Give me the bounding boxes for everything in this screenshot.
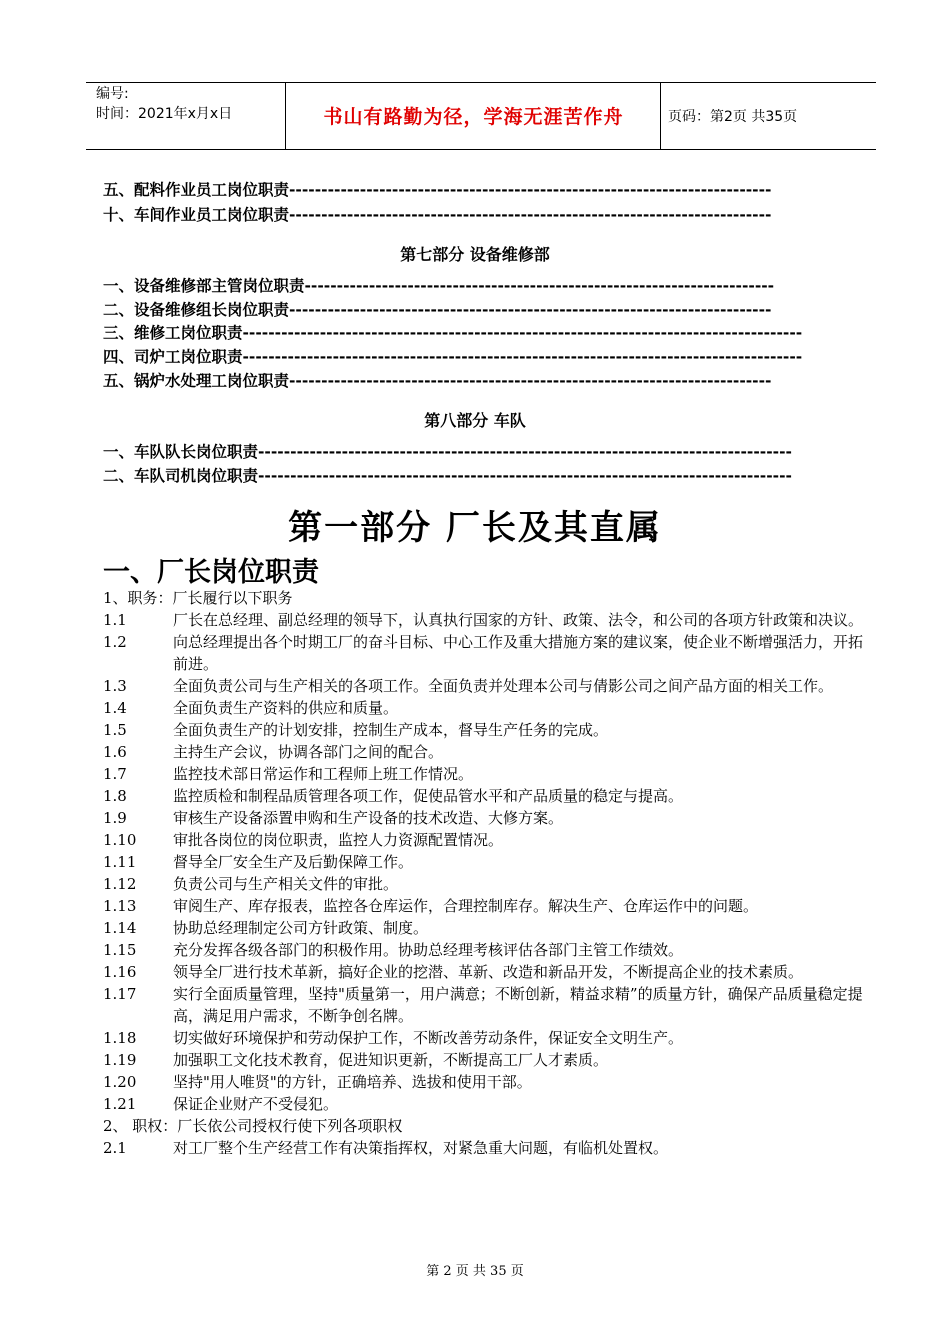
item-text: 负责公司与生产相关文件的审批。 bbox=[173, 875, 399, 893]
header-bottom-rule bbox=[86, 149, 876, 150]
section-title: 一、厂长岗位职责 bbox=[103, 557, 319, 588]
item-number: 1.11 bbox=[103, 853, 137, 871]
list-item bbox=[103, 1093, 863, 1115]
item-text: 审阅生产、库存报表，监控各仓库运作，合理控制库存。解决生产、仓库运作中的问题。 bbox=[173, 897, 759, 915]
item-text: 实行全面质量管理，坚持"质量第一，用户满意；不断创新，精益求精”的质量方针，确保产品质量稳定提高，满足用户需求，不断争创名牌。 bbox=[173, 985, 863, 1025]
list-item bbox=[103, 873, 863, 895]
list-item bbox=[103, 1027, 863, 1049]
document-body bbox=[103, 587, 863, 1159]
page-footer: 第 2 页 共 35 页 bbox=[426, 1264, 524, 1279]
item-text: 全面负责生产资料的供应和质量。 bbox=[173, 699, 399, 717]
item-number: 1.7 bbox=[103, 765, 127, 783]
toc-item: 二、车队司机岗位职责----------------------------------------------------------------------------------- bbox=[103, 467, 792, 485]
item-text: 审批各岗位的岗位职责，监控人力资源配置情况。 bbox=[173, 831, 504, 849]
item-number: 1.8 bbox=[103, 787, 127, 805]
header-motto: 书山有路勤为径，学海无涯苦作舟 bbox=[323, 106, 624, 128]
duties-list bbox=[103, 609, 863, 1115]
header-top-rule bbox=[86, 82, 876, 83]
item-text: 坚持"用人唯贤"的方针，正确培养、选拔和使用干部。 bbox=[173, 1073, 532, 1091]
item-text: 切实做好环境保护和劳动保护工作，不断改善劳动条件，保证安全文明生产。 bbox=[173, 1029, 684, 1047]
toc-item: 三、维修工岗位职责--------------------------------------------------------------------------------------- bbox=[103, 324, 803, 342]
item-number: 1.1 bbox=[103, 611, 127, 629]
item-text: 向总经理提出各个时期工厂的奋斗目标、中心工作及重大措施方案的建议案，使企业不断增强活力，开拓前进。 bbox=[173, 633, 864, 673]
toc-item: 一、设备维修部主管岗位职责------------------------------------------------------------------------- bbox=[103, 277, 775, 295]
toc-item: 五、锅炉水处理工岗位职责--------------------------------------------------------------------------- bbox=[103, 372, 772, 390]
item-text: 保证企业财产不受侵犯。 bbox=[173, 1095, 339, 1113]
header-number: 编号: bbox=[96, 86, 129, 102]
item-text: 审核生产设备添置申购和生产设备的技术改造、大修方案。 bbox=[173, 809, 564, 827]
item-text: 加强职工文化技术教育，促进知识更新，不断提高工厂人才素质。 bbox=[173, 1051, 609, 1069]
item-text: 充分发挥各级各部门的积极作用。协助总经理考核评估各部门主管工作绩效。 bbox=[173, 941, 684, 959]
list-item bbox=[103, 1137, 863, 1159]
list-item bbox=[103, 807, 863, 829]
item-text: 全面负责生产的计划安排，控制生产成本，督导生产任务的完成。 bbox=[173, 721, 609, 739]
item-number: 2.1 bbox=[103, 1139, 127, 1157]
list-item bbox=[103, 961, 863, 983]
item-text: 监控技术部日常运作和工程师上班工作情况。 bbox=[173, 765, 474, 783]
item-number: 1.21 bbox=[103, 1095, 137, 1113]
item-number: 1.17 bbox=[103, 985, 137, 1003]
item-number: 1.2 bbox=[103, 633, 127, 651]
item-text: 全面负责公司与生产相关的各项工作。全面负责并处理本公司与倩影公司之间产品方面的相关工作。 bbox=[173, 677, 834, 695]
item-number: 1.20 bbox=[103, 1073, 137, 1091]
item-number: 1.4 bbox=[103, 699, 127, 717]
item-text: 领导全厂进行技术革新，搞好企业的挖潜、革新、改造和新品开发，不断提高企业的技术素质。 bbox=[173, 963, 804, 981]
list-item bbox=[103, 719, 863, 741]
header-page-info: 页码：第2页 共35页 bbox=[668, 109, 798, 125]
list-item bbox=[103, 763, 863, 785]
item-number: 1.13 bbox=[103, 897, 137, 915]
toc-item: 四、司炉工岗位职责--------------------------------------------------------------------------------------- bbox=[103, 348, 803, 366]
toc-part-title: 第八部分 车队 bbox=[424, 411, 526, 430]
duties-heading: 1、职务：厂长履行以下职务 bbox=[103, 589, 293, 607]
toc-item: 五、配料作业员工岗位职责--------------------------------------------------------------------------- bbox=[103, 181, 772, 199]
list-item bbox=[103, 697, 863, 719]
header-divider bbox=[285, 82, 286, 149]
item-text: 督导全厂安全生产及后勤保障工作。 bbox=[173, 853, 414, 871]
list-item bbox=[103, 785, 863, 807]
list-item bbox=[103, 917, 863, 939]
rights-heading: 2、 职权：厂长依公司授权行使下列各项职权 bbox=[103, 1117, 403, 1135]
item-text: 协助总经理制定公司方针政策、制度。 bbox=[173, 919, 429, 937]
item-number: 1.19 bbox=[103, 1051, 137, 1069]
header-time: 时间：2021年x月x日 bbox=[96, 106, 233, 122]
item-number: 1.15 bbox=[103, 941, 137, 959]
part-title: 第一部分 厂长及其直属 bbox=[288, 508, 662, 548]
item-text: 监控质检和制程品质管理各项工作，促使品管水平和产品质量的稳定与提高。 bbox=[173, 787, 684, 805]
list-item bbox=[103, 675, 863, 697]
item-number: 1.10 bbox=[103, 831, 137, 849]
rights-list bbox=[103, 1137, 863, 1159]
list-item bbox=[103, 851, 863, 873]
toc-item: 十、车间作业员工岗位职责--------------------------------------------------------------------------- bbox=[103, 206, 772, 224]
toc-item: 二、设备维修组长岗位职责--------------------------------------------------------------------------- bbox=[103, 301, 772, 319]
item-number: 1.9 bbox=[103, 809, 127, 827]
item-number: 1.16 bbox=[103, 963, 137, 981]
list-item bbox=[103, 983, 863, 1027]
list-item bbox=[103, 1049, 863, 1071]
header-divider bbox=[660, 82, 661, 149]
list-item bbox=[103, 609, 863, 631]
item-number: 1.14 bbox=[103, 919, 137, 937]
list-item bbox=[103, 939, 863, 961]
list-item bbox=[103, 1071, 863, 1093]
list-item bbox=[103, 741, 863, 763]
toc-part-title: 第七部分 设备维修部 bbox=[400, 245, 550, 264]
item-number: 1.3 bbox=[103, 677, 127, 695]
list-item bbox=[103, 829, 863, 851]
item-number: 1.5 bbox=[103, 721, 127, 739]
list-item bbox=[103, 631, 863, 675]
item-text: 对工厂整个生产经营工作有决策指挥权，对紧急重大问题，有临机处置权。 bbox=[173, 1139, 669, 1157]
item-number: 1.6 bbox=[103, 743, 127, 761]
item-text: 主持生产会议，协调各部门之间的配合。 bbox=[173, 743, 444, 761]
item-text: 厂长在总经理、副总经理的领导下，认真执行国家的方针、政策、法令，和公司的各项方针政策和决议。 bbox=[173, 611, 864, 629]
toc-item: 一、车队队长岗位职责----------------------------------------------------------------------------------- bbox=[103, 443, 792, 461]
item-number: 1.12 bbox=[103, 875, 137, 893]
item-number: 1.18 bbox=[103, 1029, 137, 1047]
list-item bbox=[103, 895, 863, 917]
header-meta bbox=[96, 84, 232, 124]
